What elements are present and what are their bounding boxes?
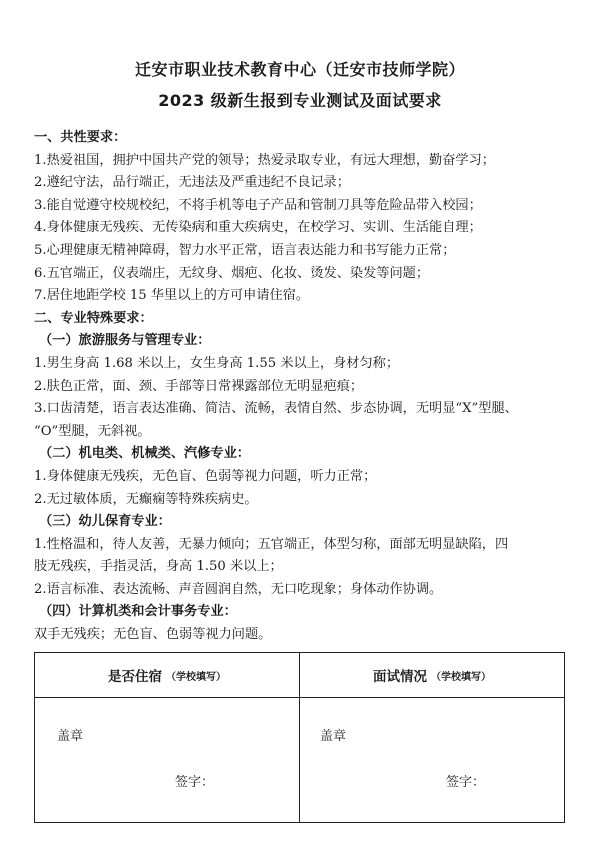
tourism-item-1: 1.男生身高 1.68 米以上，女生身高 1.55 米以上，身材匀称；	[34, 355, 400, 371]
subsection-heading-computer: （四）计算机类和会计事务专业：	[39, 604, 237, 620]
document-title-line1: 迁安市职业技术教育中心（迁安市技师学院）	[134, 60, 465, 79]
tourism-item-3: 3.口齿清楚，语言表达准确、简洁、流畅，表情自然、步态协调，无明显“X”型腿、	[34, 401, 518, 417]
childcare-item-2: 2.语言标准、表达流畅、声音圆润自然，无口吃现象；身体动作协调。	[34, 581, 443, 597]
subsection-heading-mechanical: （二）机电类、机械类、汽修专业：	[39, 446, 250, 462]
interview-header-label: 面试情况	[373, 669, 427, 685]
general-item-5: 5.心理健康无精神障碍，智力水平正常，语言表达能力和书写能力正常；	[34, 242, 456, 258]
mechanical-item-2: 2.无过敏体质，无癫痫等特殊疾病史。	[34, 491, 258, 507]
computer-item-1: 双手无残疾；无色盲、色弱等视力问题。	[34, 627, 272, 643]
general-item-7: 7.居住地距学校 15 华里以上的方可申请住宿。	[34, 288, 310, 304]
mechanical-item-1: 1.身体健康无残疾，无色盲、色弱等视力问题，听力正常；	[34, 468, 377, 484]
subsection-heading-childcare: （三）幼儿保育专业：	[39, 514, 171, 530]
accommodation-seal-label: 盖章	[57, 729, 84, 744]
tourism-item-2: 2.肤色正常，面、颈、手部等日常裸露部位无明显疤痕；	[34, 378, 364, 394]
accommodation-column	[35, 653, 300, 822]
section-heading-general: 一、共性要求：	[34, 130, 127, 145]
general-item-2: 2.遵纪守法，品行端正，无违法及严重违纪不良记录；	[34, 175, 350, 191]
requirements-body	[34, 127, 564, 647]
general-item-1: 1.热爱祖国，拥护中国共产党的领导；热爱录取专业，有远大理想，勤奋学习；	[34, 152, 495, 168]
general-item-4: 4.身体健康无残疾、无传染病和重大疾病史，在校学习、实训、生活能自理；	[34, 220, 482, 236]
accommodation-header-note: （学校填写）	[166, 671, 226, 683]
interview-header-note: （学校填写）	[431, 671, 491, 683]
childcare-item-1-cont: 肢无残疾，手指灵活，身高 1.50 米以上；	[34, 559, 283, 575]
tourism-item-3-cont: “O”型腿，无斜视。	[34, 423, 151, 439]
interview-header	[300, 653, 564, 698]
general-item-3: 3.能自觉遵守校规校纪，不将手机等电子产品和管制刀具等危险品带入校园；	[34, 197, 482, 213]
accommodation-sign-label: 签字：	[175, 775, 215, 790]
subsection-heading-tourism: （一）旅游服务与管理专业：	[39, 333, 211, 349]
interview-column	[300, 653, 564, 822]
signature-table	[34, 652, 565, 823]
document-title-line2: 2023 级新生报到专业测试及面试要求	[158, 91, 442, 110]
accommodation-header	[35, 653, 299, 698]
interview-seal-label: 盖章	[320, 729, 347, 744]
interview-sign-label: 签字：	[446, 775, 486, 790]
accommodation-header-label: 是否住宿	[108, 669, 162, 685]
section-heading-special: 二、专业特殊要求：	[34, 310, 153, 326]
general-item-6: 6.五官端正，仪表端庄，无纹身、烟疤、化妆、烫发、染发等问题；	[34, 265, 430, 281]
childcare-item-1: 1.性格温和，待人友善，无暴力倾向；五官端正，体型匀称，面部无明显缺陷，四	[34, 536, 509, 552]
